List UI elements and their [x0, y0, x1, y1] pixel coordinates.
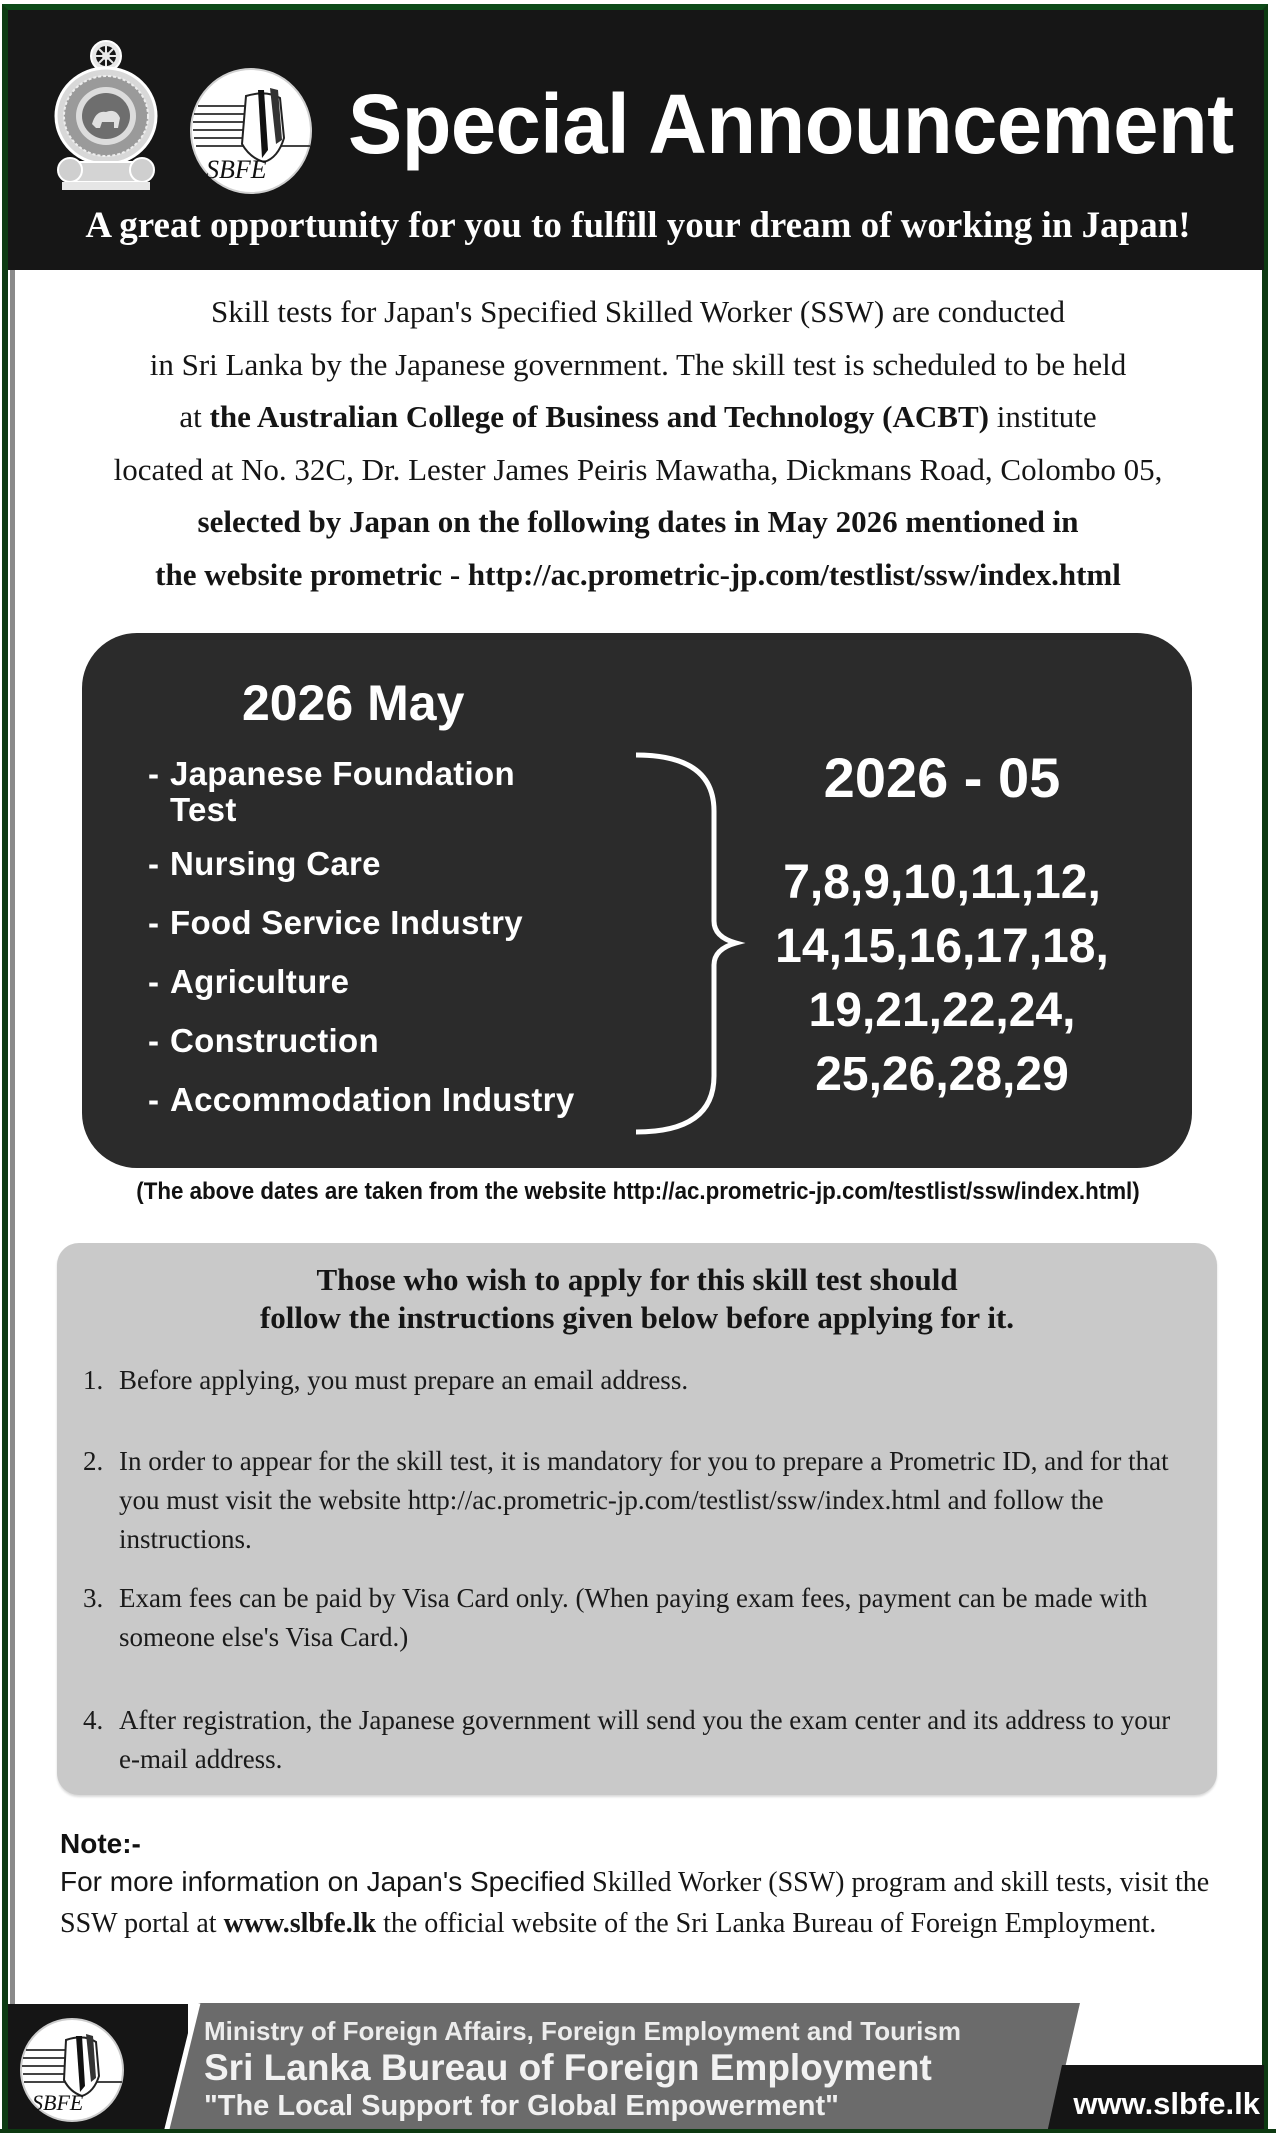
- bullet-dash: -: [148, 1022, 160, 1059]
- heading-line: Those who wish to apply for this skill test should: [316, 1262, 958, 1297]
- test-category: [148, 1082, 628, 1118]
- note-text: [60, 1862, 1210, 1944]
- category-label: Japanese Foundation: [170, 755, 515, 792]
- date-line: 19,21,22,24,: [808, 984, 1076, 1037]
- instruction-item: [83, 1361, 1193, 1400]
- note-title: Note:-: [60, 1828, 141, 1859]
- bullet-dash: -: [148, 904, 160, 941]
- bullet-dash: -: [148, 963, 160, 1000]
- date-line: 14,15,16,17,18,: [775, 920, 1109, 973]
- item-text: After registration, the Japanese government will send you the exam center and its address to your e-mail address.: [119, 1705, 1171, 1774]
- category-label: Accommodation Industry: [170, 1081, 575, 1118]
- heading-line: follow the instructions given below before applying for it.: [259, 1300, 1015, 1335]
- note-text-part: the official website of the Sri Lanka Bureau of Foreign Employment.: [376, 1908, 1157, 1939]
- category-label: Food Service Industry: [170, 904, 523, 941]
- test-category: [148, 1023, 628, 1059]
- intro-line: Skill tests for Japan's Specified Skilled Worker (SSW) are conducted: [211, 294, 1065, 329]
- left-rule: [10, 270, 15, 2005]
- item-text: Exam fees can be paid by Visa Card only. (When paying exam fees, payment can be made with someone else's Visa Card.): [119, 1583, 1148, 1652]
- note-section: [60, 1826, 1210, 1944]
- item-number: 3.: [83, 1583, 104, 1613]
- venue-address: located at No. 32C, Dr. Lester James Peiris Mawatha, Dickmans Road, Colombo 05,: [113, 451, 1163, 487]
- instructions-heading: [57, 1261, 1217, 1337]
- schedule-box: [82, 633, 1192, 1168]
- footer-website-link[interactable]: www.slbfe.lk: [1073, 2086, 1260, 2121]
- category-label: Construction: [170, 1022, 379, 1059]
- instruction-item: [83, 1442, 1193, 1559]
- test-dates: [742, 851, 1142, 1107]
- slbfe-logo-icon: [188, 66, 314, 196]
- schedule-year-month: 2026 - 05: [823, 746, 1061, 809]
- item-number: 1.: [83, 1365, 104, 1395]
- note-text-part: Skilled Worker (SSW) program and skill tests, visit the SSW portal at: [60, 1867, 1210, 1939]
- venue-name: the Australian College of Business and Technology (ACBT): [209, 399, 989, 434]
- intro-line: [30, 391, 1246, 444]
- category-label: Nursing Care: [170, 845, 381, 882]
- bullet-dash: -: [148, 845, 160, 882]
- category-label: Agriculture: [170, 963, 350, 1000]
- right-brace-icon: [630, 751, 750, 1136]
- item-text: Before applying, you must prepare an email address.: [119, 1365, 689, 1395]
- category-label: Test: [170, 791, 237, 828]
- note-text-part: For more information on Japan's Specified: [60, 1866, 586, 1897]
- dates-source-note: (The above dates are taken from the website http://ac.prometric-jp.com/testlist/ssw/index.html): [136, 1178, 1140, 1205]
- footer-ministry: Ministry of Foreign Affairs, Foreign Employment and Tourism: [204, 2016, 961, 2046]
- intro-line: selected by Japan on the following dates in May 2026 mentioned in: [197, 504, 1079, 539]
- instruction-item: [83, 1701, 1193, 1779]
- item-number: 2.: [83, 1446, 104, 1476]
- test-category-list: [148, 756, 628, 1141]
- intro-website-line[interactable]: the website prometric - http://ac.prometric-jp.com/testlist/ssw/index.html: [155, 556, 1121, 592]
- test-category: [148, 756, 628, 828]
- test-category: [148, 905, 628, 941]
- instructions-box: [57, 1243, 1217, 1795]
- svg-text:SBFE: SBFE: [32, 2090, 84, 2115]
- date-line: 25,26,28,29: [815, 1048, 1069, 1101]
- intro-line: in Sri Lanka by the Japanese government. The skill test is scheduled to be held: [149, 346, 1127, 382]
- schedule-heading: 2026 May: [242, 675, 465, 731]
- footer-bureau-name: Sri Lanka Bureau of Foreign Employment: [204, 2047, 932, 2088]
- bullet-dash: -: [148, 755, 160, 792]
- instruction-item: [83, 1579, 1193, 1657]
- item-number: 4.: [83, 1705, 104, 1735]
- intro-paragraph: [30, 286, 1246, 601]
- intro-text: institute: [988, 399, 1097, 434]
- test-category: [148, 846, 628, 882]
- test-category: [148, 964, 628, 1000]
- svg-text:SBFE: SBFE: [206, 155, 267, 184]
- sri-lanka-emblem-icon: [50, 34, 162, 194]
- footer-tagline: "The Local Support for Global Empowerment": [204, 2090, 839, 2122]
- page-subtitle: A great opportunity for you to fulfill your dream of working in Japan!: [85, 205, 1191, 246]
- page-title: Special Announcement: [348, 77, 1234, 171]
- item-text: In order to appear for the skill test, it is mandatory for you to prepare a Prometric ID, and for that you must visit the website http://ac.prometric-jp.com/testlist/ssw/index.html and follow the instructions.: [119, 1446, 1169, 1554]
- intro-text: at: [179, 399, 210, 434]
- date-line: 7,8,9,10,11,12,: [783, 856, 1101, 909]
- slbfe-website-link[interactable]: www.slbfe.lk: [223, 1908, 377, 1939]
- bullet-dash: -: [148, 1081, 160, 1118]
- slbfe-footer-logo-icon: [18, 2016, 126, 2124]
